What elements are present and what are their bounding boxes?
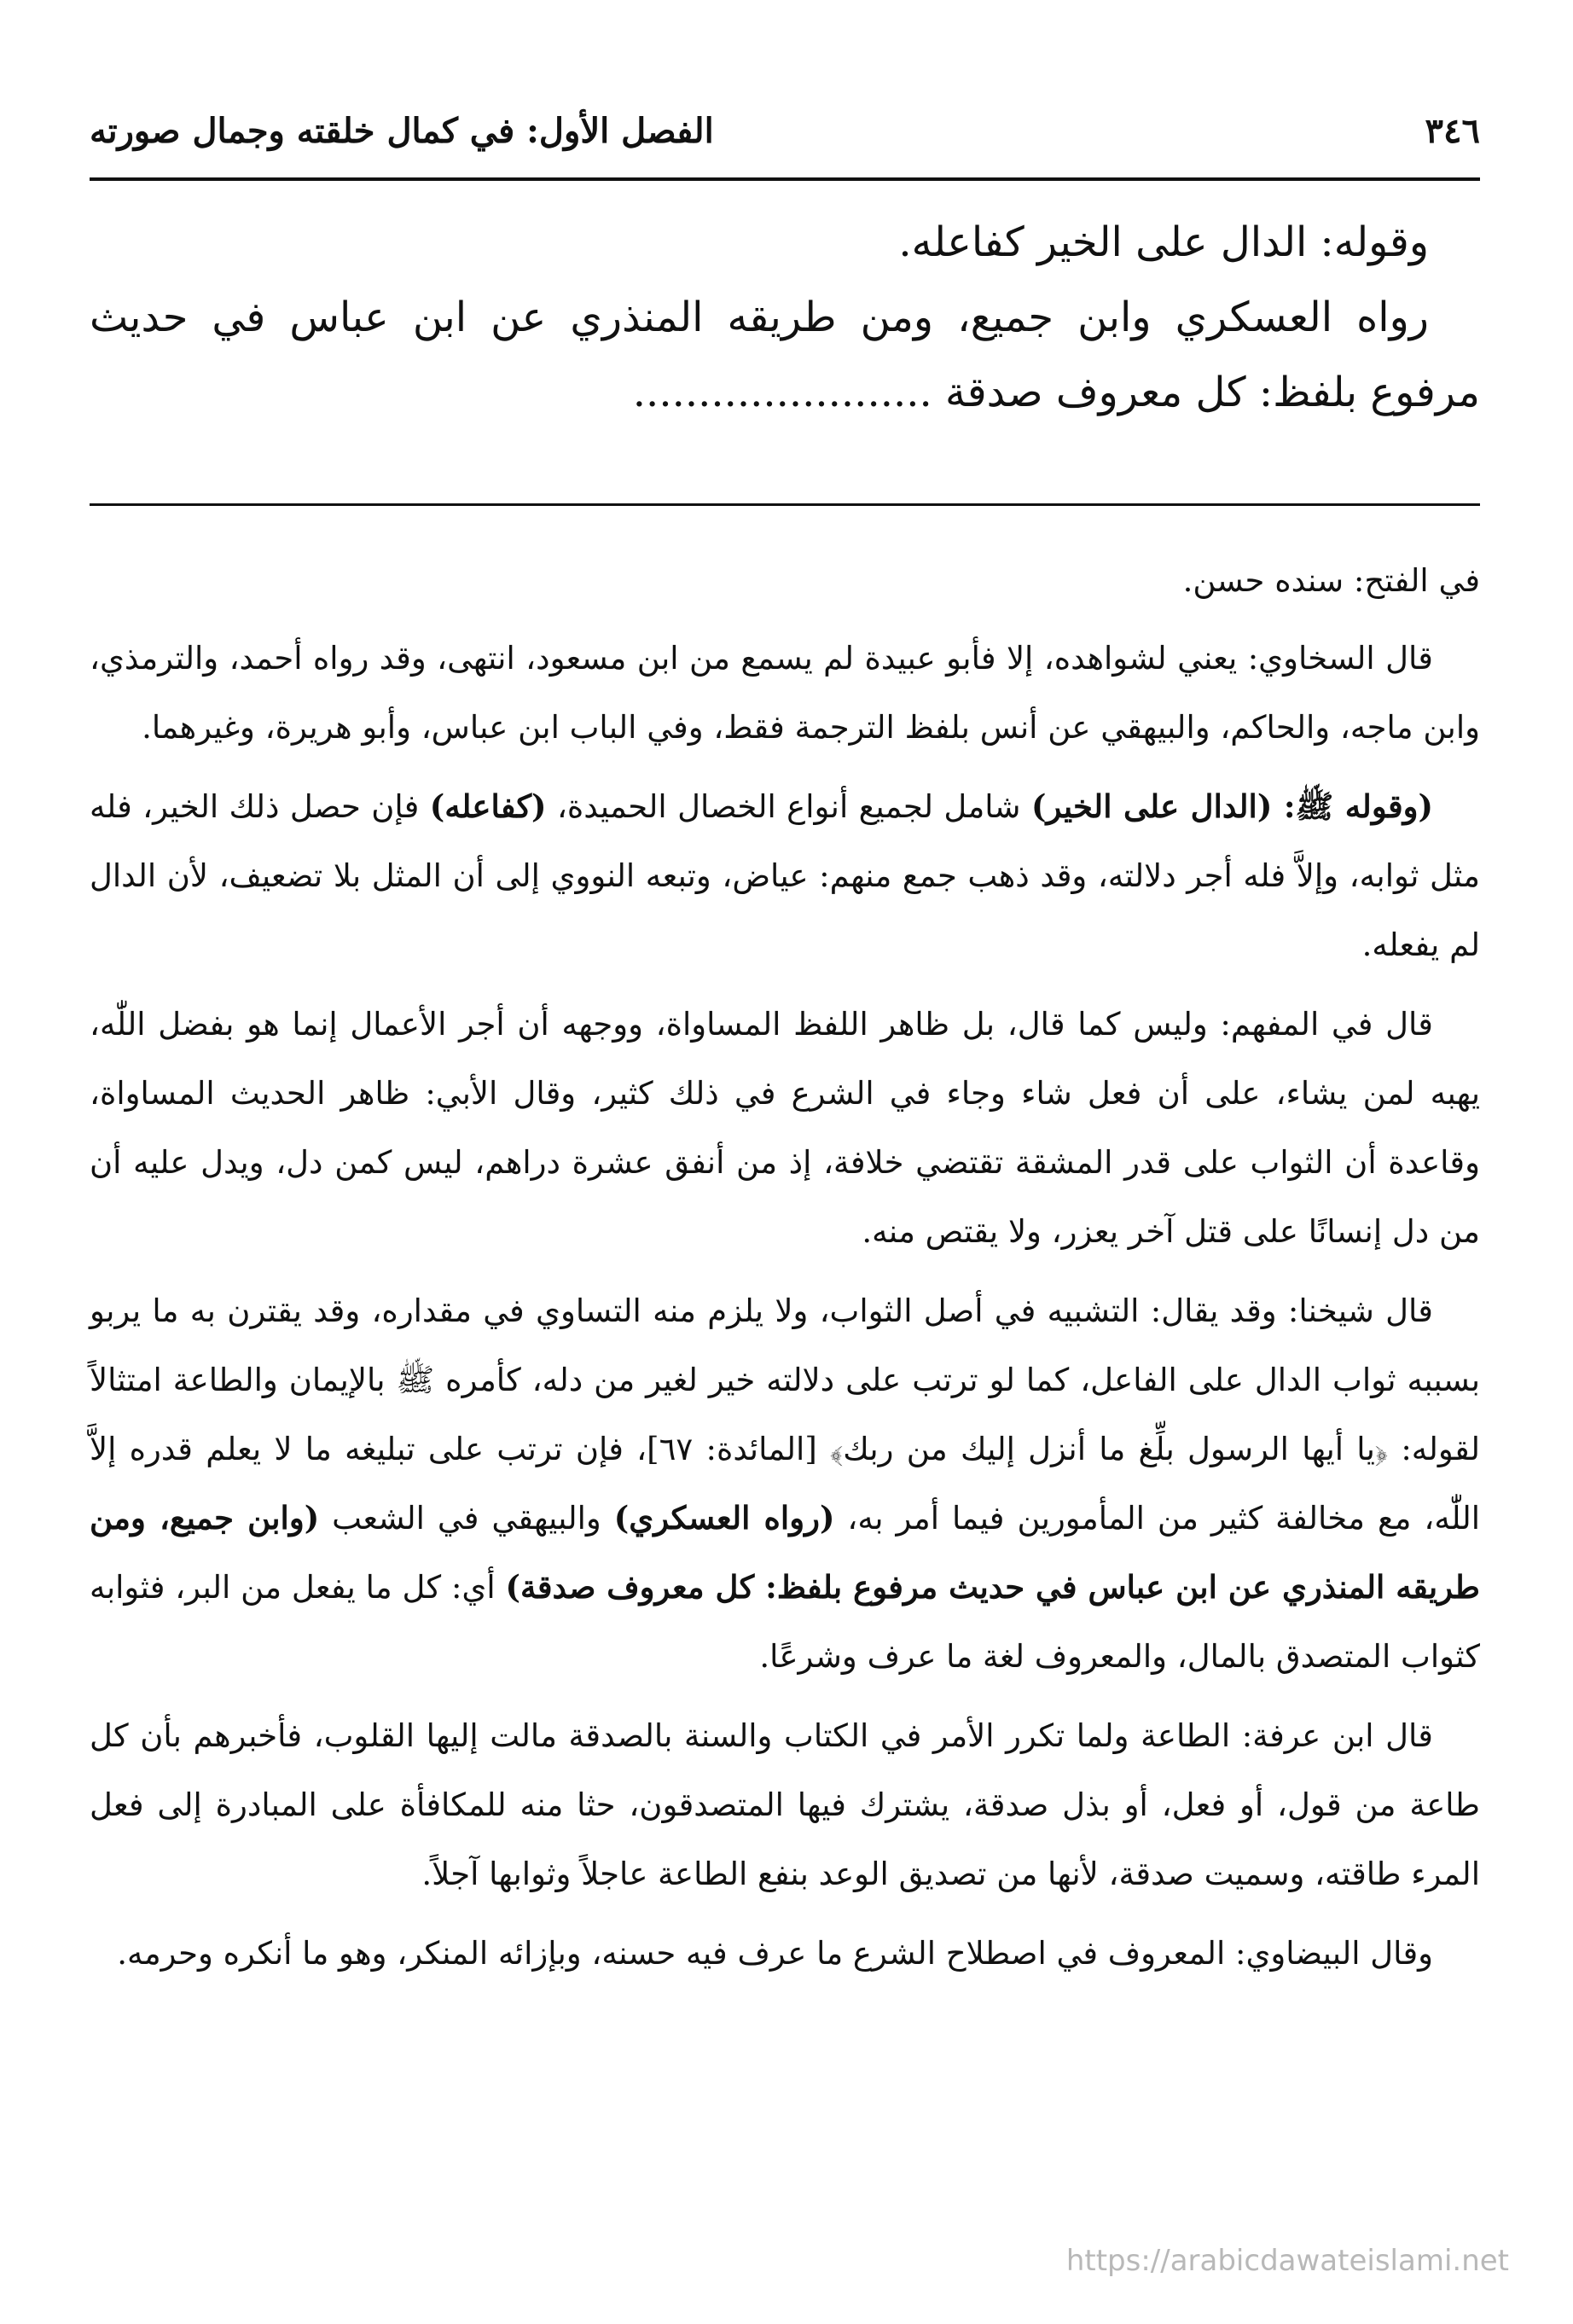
- matn-paragraph: [90, 280, 1480, 430]
- commentary-text: فإن حصل ذلك الخير، فله مثل ثوابه، وإلاَّ فله أجر دلالته، وقد ذهب جمع منهم: عياض، وتبعه النووي إلى أن المثل بلا تضعيف، لأن الدال لم يفعله.: [90, 788, 1480, 963]
- quoted-matn: (وقوله ﷺ: (الدال على الخير): [1030, 787, 1434, 825]
- main-text: [90, 205, 1480, 430]
- commentary-text: قال شيخنا: وقد يقال: التشبيه في أصل الثواب، ولا يلزم منه التساوي في مقداره، وقد يقترن به ما يربو بسببه ثواب الدال على الفاعل، كما لو ترتب على دلالته خير لغير من دله، كأمره ﷺ بالإيمان والطاعة امتثالاً لقوله: ﴿يا أيها الرسول بلِّغ ما أنزل إليك من ربك﴾ [المائدة: ٦٧]، فإن ترتب على تبليغه ما لا يعلم قدره إلاَّ اللّٰه، مع مخالفة كثير من المأمورين فيما أمر به،: [90, 1293, 1481, 1537]
- watermark-url: https://arabicdawateislami.net: [1065, 2244, 1509, 2278]
- page-number: ٣٤٦: [1425, 110, 1480, 151]
- commentary-paragraph: قال ابن عرفة: الطاعة ولما تكرر الأمر في الكتاب والسنة بالصدقة مالت إليها القلوب، فأخبرهم بأن كل طاعة من قول، أو فعل، أو بذل صدقة، يشترك فيها المتصدقون، حثا منه للمكافأة على المبادرة إلى فعل المرء طاقته، وسميت صدقة، لأنها من تصديق الوعد بنفع الطاعة عاجلاً وثوابها آجلاً.: [90, 1717, 1480, 1892]
- chapter-title: الفصل الأول: في كمال خلقته وجمال صورته: [90, 110, 714, 151]
- matn-text: رواه العسكري وابن جميع، ومن طريقه المنذري عن ابن عباس في حديث مرفوع بلفظ: كل معروف صدقة: [90, 293, 1480, 416]
- commentary-paragraph: [90, 772, 1480, 979]
- running-header: [90, 101, 1480, 160]
- commentary-text: أي: كل ما يفعل من البر، فثوابه كثواب المتصدق بالمال، والمعروف لغة ما عرف وشرعًا.: [90, 1569, 1480, 1675]
- commentary-paragraph: قال في المفهم: وليس كما قال، بل ظاهر اللفظ المساواة، ووجهه أن أجر الأعمال إنما هو بفضل اللّٰه، يهبه لمن يشاء، على أن فعل شاء وجاء في الشرع في ذلك كثير، وقال الأبي: ظاهر الحديث المساواة، وقاعدة أن الثواب على قدر المشقة تقتضي خلافة، إذ من أنفق عشرة دراهم، ليس كمن دل، ويدل عليه أن من دل إنسانًا على قتل آخر يعزر، ولا يقتص منه.: [90, 1006, 1480, 1250]
- commentary-paragraph: في الفتح: سنده حسن.: [1182, 562, 1480, 599]
- header-rule: [90, 177, 1480, 181]
- quoted-matn: (كفاعله): [429, 787, 547, 825]
- quoted-matn: (وابن جميع، ومن طريقه المنذري عن ابن عباس في حديث مرفوع بلفظ: كل معروف صدقة): [90, 1499, 1480, 1606]
- commentary-text: والبيهقي في الشعب: [319, 1500, 614, 1537]
- matn-line: وقوله: الدال على الخير كفاعله.: [898, 218, 1429, 266]
- quoted-matn: (رواه العسكري): [613, 1499, 835, 1537]
- commentary-paragraph: وقال البيضاوي: المعروف في اصطلاح الشرع ما عرف فيه حسنه، وبإزائه المنكر، وهو ما أنكره وحرمه.: [117, 1935, 1433, 1972]
- commentary-text: شامل لجميع أنواع الخصال الحميدة،: [546, 788, 1031, 825]
- section-rule: [90, 503, 1480, 506]
- commentary: [90, 546, 1480, 1998]
- commentary-paragraph: قال السخاوي: يعني لشواهده، إلا فأبو عبيدة لم يسمع من ابن مسعود، انتهى، وقد رواه أحمد، والترمذي، وابن ماجه، والحاكم، والبيهقي عن أنس بلفظ الترجمة فقط، وفي الباب ابن عباس، وأبو هريرة، وغيرهما.: [90, 640, 1480, 746]
- commentary-paragraph: [90, 1276, 1480, 1691]
- dotted-leader: .......................: [632, 369, 932, 416]
